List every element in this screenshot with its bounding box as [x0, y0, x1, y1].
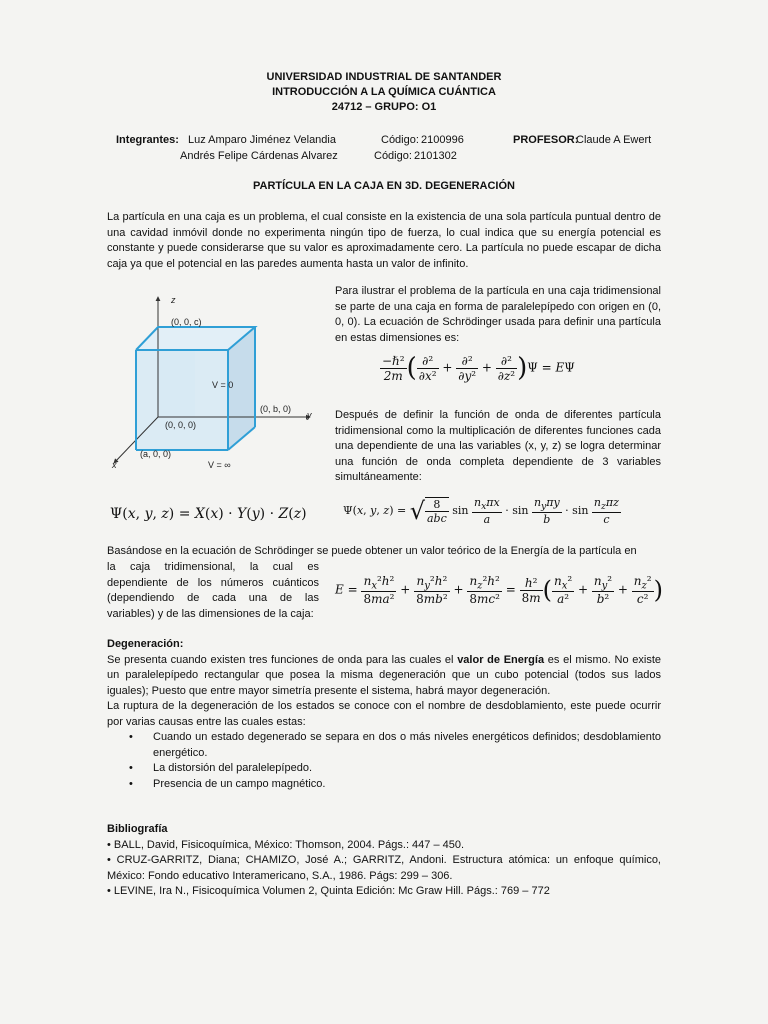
inside-potential-label: V = 0 [212, 380, 234, 390]
document-title: PARTÍCULA EN LA CAJA EN 3D. DEGENERACIÓN [253, 180, 515, 192]
degeneracy-text-b: es el mismo. No existe un paralelepípedo rectangular que posea la misma degeneración que un cubo potencial (todos sus lados iguales); Puesto que entre mayor simetría presente el sistema, habrá mayor degeneración. [107, 653, 662, 697]
paragraph-wavefunction: Después de definir la función de onda de diferentes partícula tridimensional como la multiplicación de diferentes funciones cada una dependiente de una las variables (x, y, z) se logra determinar una función de onda completa dependiente de 3 variables simultáneamente: [335, 409, 661, 483]
complete-wavefunction: Ψ(x, y, z) = √ $\frac{8}{\text{abc}}$ sin $\frac{n_x\pi x}{a}$ · sin $\frac{n_y\pi y}{b}$ · sin $\frac{n_z\pi z}{c}$ [343, 496, 619, 527]
professor-name: Claude A Ewert [576, 134, 652, 146]
paragraph-illustration: Para ilustrar el problema de la partícula en una caja tridimensional se parte de una caja en forma de paralelepípedo con origen en (0, 0, 0). La ecuación de Schrödinger usada para definir una partícula en estas dimensiones es: [335, 285, 661, 344]
degeneracy-paragraph-1 [107, 653, 661, 700]
list-item: • Presencia de un campo magnético. [107, 777, 661, 793]
code-1: 2100996 [421, 134, 464, 146]
code-2-label: Código: [374, 150, 412, 162]
document-header [0, 70, 768, 115]
header-university: UNIVERSIDAD INDUSTRIAL DE SANTANDER [266, 71, 502, 83]
code-1-label: Código: [381, 134, 419, 146]
list-item: • Cuando un estado degenerado se separa en dos o más niveles energéticos definidos; desdoblamiento energético. [107, 730, 661, 761]
header-course: INTRODUCCIÓN A LA QUÍMICA CUÁNTICA [272, 86, 496, 98]
team-info [116, 132, 676, 164]
bibliography-entry: • BALL, David, Fisicoquímica, México: Thomson, 2004. Págs.: 447 – 450. [107, 838, 465, 851]
professor-label: PROFESOR: [513, 134, 579, 146]
member-2: Andrés Felipe Cárdenas Alvarez [180, 150, 338, 162]
z-axis-label: z [171, 295, 176, 305]
y-axis-label: y [307, 410, 312, 420]
right-corner-label: (0, b, 0) [260, 404, 292, 414]
box-diagram [100, 285, 330, 480]
outside-potential-label: V = ∞ [208, 460, 231, 470]
degeneracy-text-a: Se presenta cuando existen tres funciones de onda para las cuales el [107, 653, 458, 666]
bibliography-section [107, 822, 661, 900]
bibliography-entry: • LEVINE, Ira N., Fisicoquímica Volumen 2, Quinta Edición: Mc Graw Hill. Págs.: 769 – 772 [107, 885, 550, 897]
bibliography-heading: Bibliografía [107, 823, 168, 835]
degeneracy-heading: Degeneración: [107, 638, 184, 650]
header-group: 24712 – GRUPO: O1 [331, 101, 437, 113]
intro-paragraph: La partícula en una caja es un problema, el cual consiste en la existencia de una sola partícula puntual dentro de una cavidad inmóvil donde no experimenta ningún tipo de fuerza, lo cual indica que su energía potencial es constante y puede considerarse que su valor es aproximadamente cero. La partícula no puede escapar de dicha caja ya que el potencial en las paredes aumenta hasta un valor de infinito. [107, 211, 661, 270]
front-corner-label: (a, 0, 0) [140, 449, 172, 459]
list-item: • La distorsión del paralelepípedo. [107, 761, 661, 777]
degeneracy-causes-list [107, 730, 661, 792]
code-2: 2101302 [414, 150, 457, 162]
member-1: Luz Amparo Jiménez Velandia [188, 134, 336, 146]
schrodinger-equation: $\frac{\text{−ℏ²}}{2m}$ ( $\frac{\text{∂²}}{\text{∂x²}}$ + $\frac{\text{∂²}}{\text{∂y²}}$ + $\frac{\text{∂²}}{\text{∂z²}}$ )Ψ = EΨ [382, 353, 575, 383]
energy-equation: E = $\frac{n_x^2h^2}{\text{8ma²}}$ + $\frac{n_y^2h^2}{\text{8mb²}}$ + $\frac{n_z^2h^2}{\text{8mc²}}$ = $\frac{\text{h²}}{8m}$ ( $\frac{n_x^2}{\text{a²}}$ + $\frac{n_y^2}{\text{b²}}$ + $\frac{n_z^2}{\text{c²}}$ ) [335, 574, 663, 607]
energy-value-emphasis: valor de Energía [457, 653, 545, 666]
box-front-face [136, 350, 228, 450]
x-axis-label: x [112, 460, 117, 470]
degeneracy-section [107, 637, 661, 792]
top-corner-label: (0, 0, c) [171, 317, 202, 327]
members-label: Integrantes: [116, 134, 179, 146]
origin-label: (0, 0, 0) [165, 420, 197, 430]
paragraph-energy-rest: la caja tridimensional, la cual es dependiente de los números cuánticos (dependiendo de cada una de las variables) y de las dimensiones de la caja: [107, 561, 319, 620]
paragraph-energy-line1: Basándose en la ecuación de Schrödinger se puede obtener un valor teórico de la Energía de la partícula en [107, 545, 637, 557]
separable-wavefunction: Ψ(x, y, z) = X(x) · Y(y) · Z(z) [110, 506, 307, 522]
bibliography-entry: • CRUZ-GARRITZ, Diana; CHAMIZO, José A.; GARRITZ, Andoni. Estructura atómica: un enfoque químico, México: Fondo educativo Interamericano, S.A., 1986. Págs: 299 – 306. [107, 854, 661, 882]
degeneracy-paragraph-2: La ruptura de la degeneración de los estados se conoce con el nombre de desdoblamiento, este puede ocurrir por varias causas entre las cuales estas: [107, 700, 661, 728]
